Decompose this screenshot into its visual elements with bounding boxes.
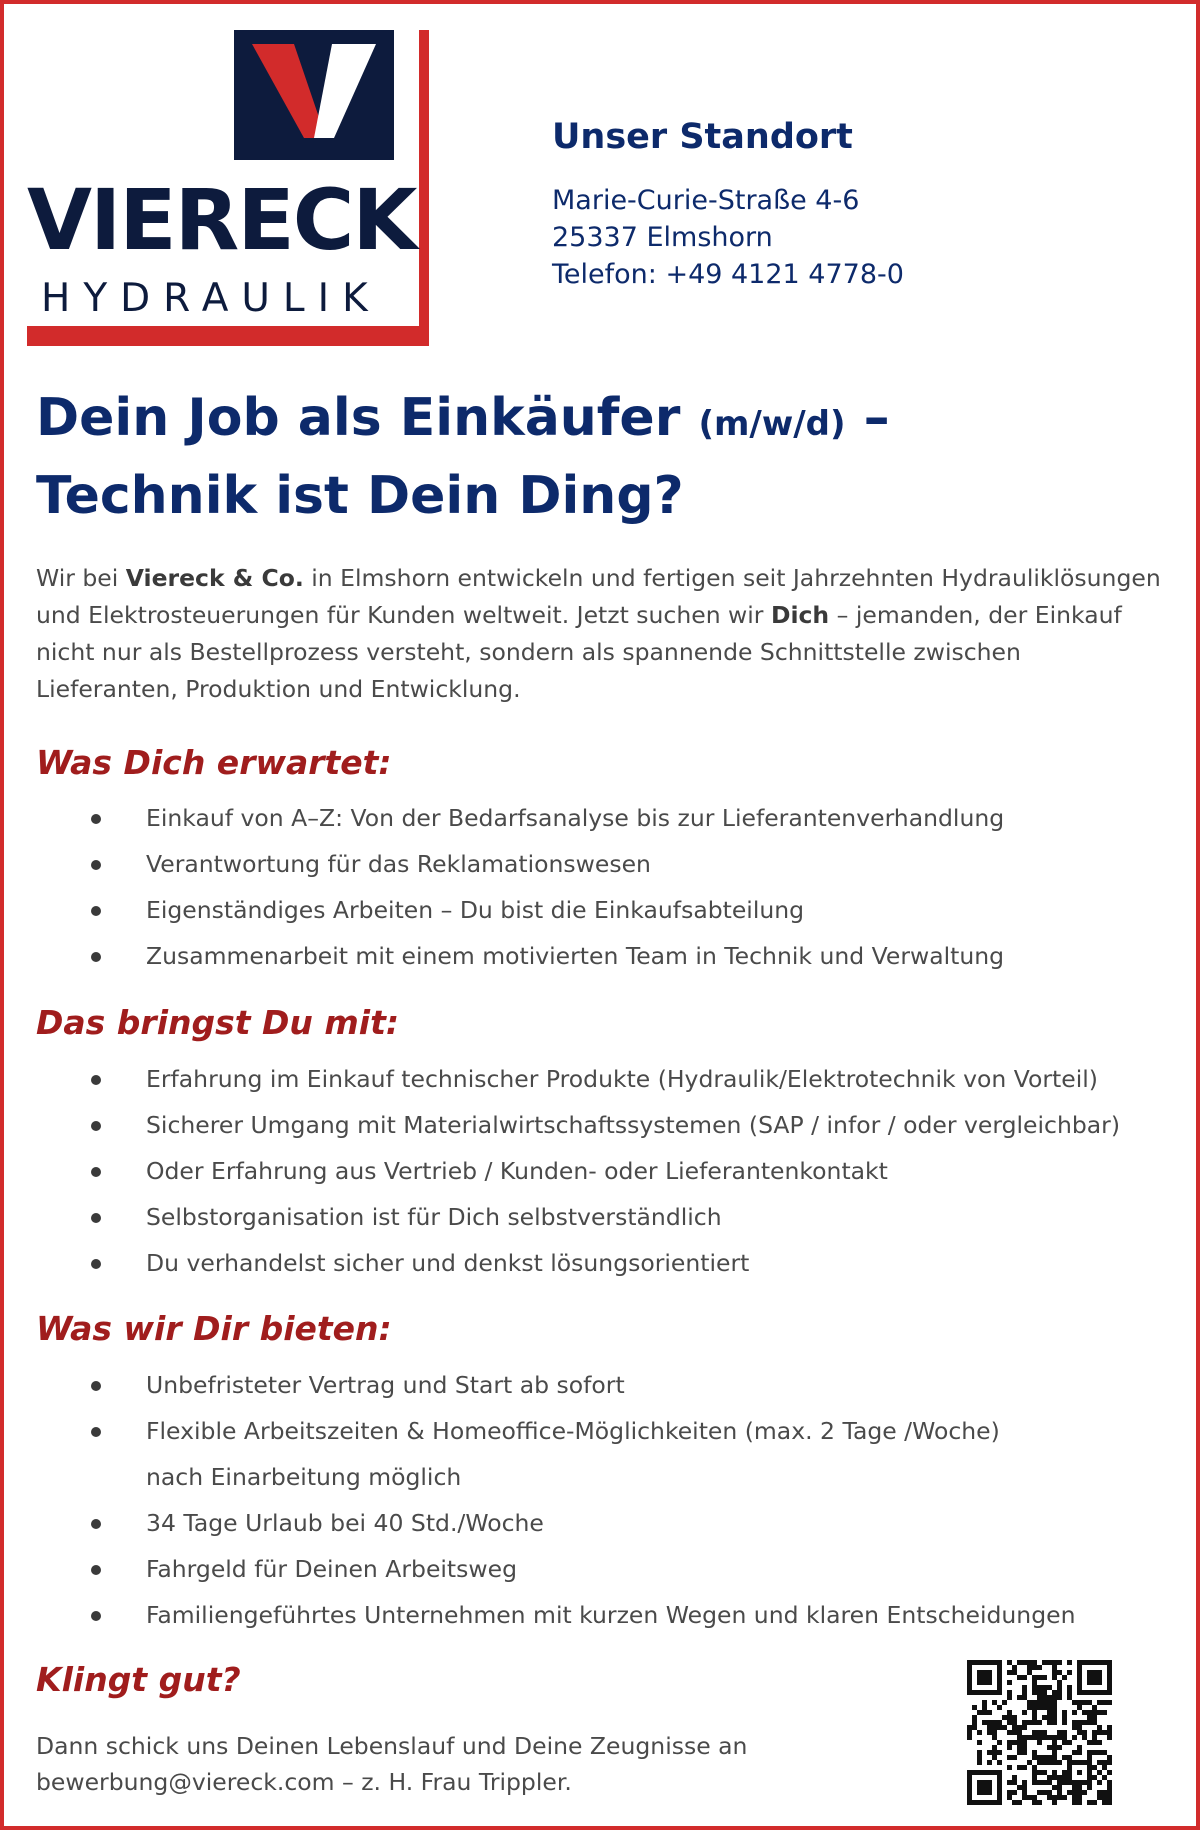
qr-code-icon[interactable] bbox=[967, 1660, 1112, 1805]
list-item-text: Zusammenarbeit mit einem motivierten Team in Technik und Verwaltung bbox=[146, 942, 1005, 970]
list-item-text: Sicherer Umgang mit Materialwirtschaftssystemen (SAP / infor / oder vergleichbar) bbox=[146, 1111, 1121, 1139]
list-item-text: Familiengeführtes Unternehmen mit kurzen Wegen und klaren Entscheidungen bbox=[146, 1601, 1076, 1629]
list-item bbox=[0, 1102, 1200, 1148]
list-item-text: Oder Erfahrung aus Vertrieb / Kunden- oder Lieferantenkontakt bbox=[146, 1157, 888, 1185]
job-headline bbox=[36, 382, 1166, 532]
closing-line: Dann schick uns Deinen Lebenslauf und Deine Zeugnisse an bbox=[36, 1732, 748, 1760]
list-item-text: nach Einarbeitung möglich bbox=[146, 1463, 462, 1491]
list-item bbox=[0, 1546, 1200, 1592]
location-title: Unser Standort bbox=[552, 117, 853, 157]
closing-email-line: bewerbung@viereck.com – z. H. Frau Trippler. bbox=[36, 1768, 572, 1796]
list-item-text: Fahrgeld für Deinen Arbeitsweg bbox=[146, 1555, 517, 1583]
bullet-icon bbox=[91, 1075, 101, 1085]
bullet-icon bbox=[91, 860, 101, 870]
headline-gender: (m/w/d) bbox=[698, 404, 846, 444]
bullet-icon bbox=[91, 1213, 101, 1223]
list-item bbox=[0, 933, 1200, 979]
list-item bbox=[0, 1408, 1200, 1454]
logo-red-border bbox=[27, 326, 429, 346]
bullet-icon bbox=[91, 1519, 101, 1529]
list-item-text: Erfahrung im Einkauf technischer Produkte (Hydraulik/Elektrotechnik von Vorteil) bbox=[146, 1065, 1098, 1093]
list-item bbox=[0, 1500, 1200, 1546]
list-item bbox=[0, 841, 1200, 887]
intro-text: Wir bei bbox=[36, 564, 126, 592]
section-title-closing: Klingt gut? bbox=[36, 1660, 241, 1699]
offer-list bbox=[0, 1362, 1200, 1638]
list-item bbox=[0, 1194, 1200, 1240]
location-phone: Telefon: +49 4121 4778-0 bbox=[552, 259, 904, 290]
bullet-icon bbox=[91, 1167, 101, 1177]
section-title-offer: Was wir Dir bieten: bbox=[36, 1309, 392, 1348]
section-title-bring: Das bringst Du mit: bbox=[36, 1003, 400, 1042]
list-item bbox=[0, 1362, 1200, 1408]
section-title-expect: Was Dich erwartet: bbox=[36, 743, 392, 782]
expect-list bbox=[0, 795, 1200, 979]
bullet-icon bbox=[91, 1121, 101, 1131]
list-item-text: Einkauf von A–Z: Von der Bedarfsanalyse bis zur Lieferantenverhandlung bbox=[146, 804, 1005, 832]
bullet-icon bbox=[91, 952, 101, 962]
bullet-icon bbox=[91, 1427, 101, 1437]
intro-text: – jemanden, der Einkauf nicht nur als Bestellprozess versteht, sondern als spannende Schnittstelle zwischen Lieferanten, Produktion und Entwicklung. bbox=[36, 601, 1122, 703]
bullet-icon bbox=[91, 1259, 101, 1269]
bullet-icon bbox=[91, 1611, 101, 1621]
location-city: 25337 Elmshorn bbox=[552, 222, 773, 253]
bullet-icon bbox=[91, 906, 101, 916]
list-item bbox=[0, 1240, 1200, 1286]
bullet-icon bbox=[91, 1381, 101, 1391]
bullet-icon bbox=[91, 1565, 101, 1575]
intro-paragraph bbox=[36, 560, 1166, 708]
list-item bbox=[0, 1056, 1200, 1102]
list-item-text: Du verhandelst sicher und denkst lösungsorientiert bbox=[146, 1249, 750, 1277]
list-item bbox=[0, 1592, 1200, 1638]
list-item-text: Eigenständiges Arbeiten – Du bist die Einkaufsabteilung bbox=[146, 896, 805, 924]
logo-name: VIERECK bbox=[27, 171, 416, 269]
list-item-text: Unbefristeter Vertrag und Start ab sofort bbox=[146, 1371, 625, 1399]
company-logo bbox=[27, 30, 429, 346]
intro-text: in Elmshorn entwickeln und fertigen seit Jahrzehnten Hydrauliklösungen und Elektrosteuerungen für Kunden weltweit. Jetzt suchen wir bbox=[36, 564, 1161, 629]
location-street: Marie-Curie-Straße 4-6 bbox=[552, 185, 860, 216]
bullet-icon bbox=[91, 814, 101, 824]
list-item bbox=[0, 887, 1200, 933]
intro-company: Viereck & Co. bbox=[125, 564, 304, 592]
list-item-continuation bbox=[0, 1454, 1200, 1500]
list-item bbox=[0, 795, 1200, 841]
closing-text bbox=[36, 1728, 836, 1800]
headline-line2: Technik ist Dein Ding? bbox=[36, 466, 684, 526]
list-item-text: 34 Tage Urlaub bei 40 Std./Woche bbox=[146, 1509, 544, 1537]
headline-main: Dein Job als Einkäufer bbox=[36, 388, 699, 448]
list-item-text: Verantwortung für das Reklamationswesen bbox=[146, 850, 651, 878]
headline-dash: – bbox=[845, 388, 890, 448]
intro-dich: Dich bbox=[770, 601, 830, 629]
list-item-text: Flexible Arbeitszeiten & Homeoffice-Möglichkeiten (max. 2 Tage /Woche) bbox=[146, 1417, 1000, 1445]
list-item-text: Selbstorganisation ist für Dich selbstverständlich bbox=[146, 1203, 722, 1231]
logo-v-mark-icon bbox=[234, 30, 394, 160]
logo-subtitle: HYDRAULIK bbox=[41, 276, 381, 321]
list-item bbox=[0, 1148, 1200, 1194]
bring-list bbox=[0, 1056, 1200, 1286]
